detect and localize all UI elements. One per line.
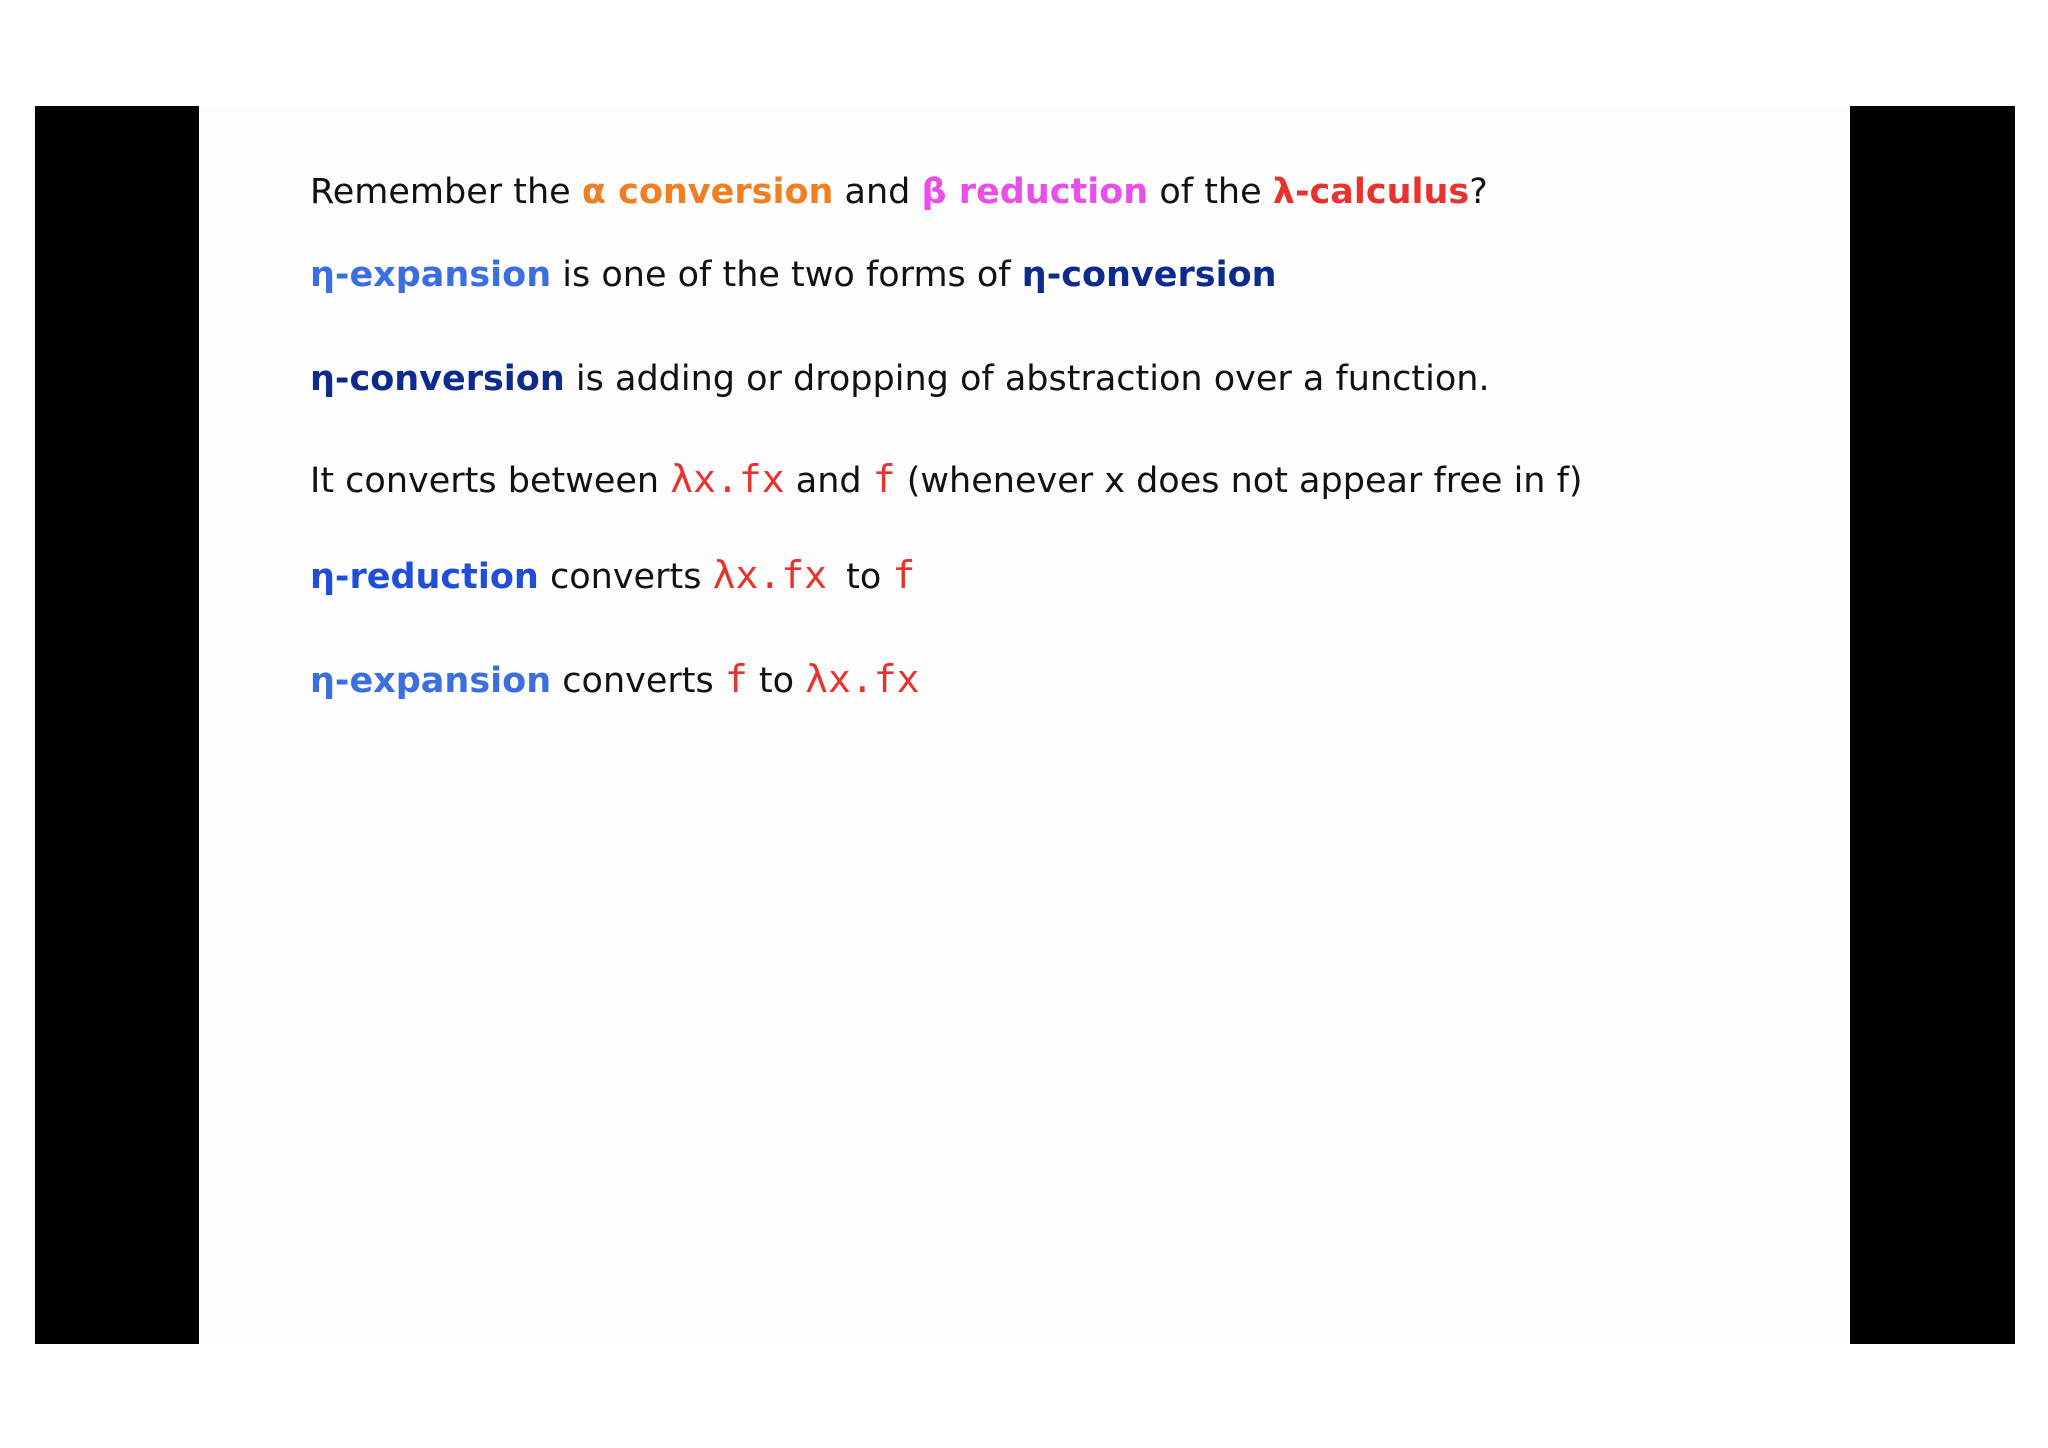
left-letterbox-bar (35, 106, 199, 1344)
eta-conversion-definition-text: is adding or dropping of abstraction over a function. (575, 359, 1490, 399)
beta-reduction-term: β reduction (921, 172, 1149, 212)
eta-expansion-term: η-expansion (310, 661, 552, 701)
eta-conversion-term: η-conversion (310, 359, 565, 399)
code-f: f (724, 657, 748, 701)
slide-line-lambda-recap (310, 172, 1488, 212)
eta-reduction-converts: converts (550, 557, 702, 597)
slide-line-eta-conversion-definition (310, 359, 1490, 399)
recap-suffix: ? (1469, 172, 1488, 212)
eta-reduction-to: to (846, 557, 882, 597)
slide-line-converts-between (310, 457, 1583, 501)
code-f: f (892, 553, 916, 597)
converts-between-prefix: It converts between (310, 461, 660, 501)
recap-and: and (844, 172, 911, 212)
slide-line-eta-expansion (310, 657, 920, 701)
eta-conversion-term: η-conversion (1021, 255, 1277, 295)
recap-of-the: of the (1159, 172, 1262, 212)
code-lambda-x-fx: λx.fx (670, 457, 785, 501)
code-lambda-x-fx: λx.fx (712, 553, 827, 597)
eta-reduction-term: η-reduction (310, 557, 539, 597)
code-lambda-x-fx: λx.fx (805, 657, 920, 701)
slide-line-eta-expansion-form (310, 255, 1277, 295)
eta-expansion-term: η-expansion (310, 255, 552, 295)
converts-between-condition: (whenever x does not appear free in f) (906, 461, 1583, 501)
eta-expansion-converts: converts (562, 661, 714, 701)
converts-between-and: and (795, 461, 862, 501)
recap-prefix: Remember the (310, 172, 571, 212)
eta-expansion-form-text: is one of the two forms of (562, 255, 1011, 295)
lambda-calculus-term: λ-calculus (1272, 172, 1470, 212)
right-letterbox-bar (1850, 106, 2015, 1344)
alpha-conversion-term: α conversion (581, 172, 834, 212)
code-f: f (872, 457, 896, 501)
eta-expansion-to: to (758, 661, 795, 701)
slide-line-eta-reduction (310, 553, 916, 597)
